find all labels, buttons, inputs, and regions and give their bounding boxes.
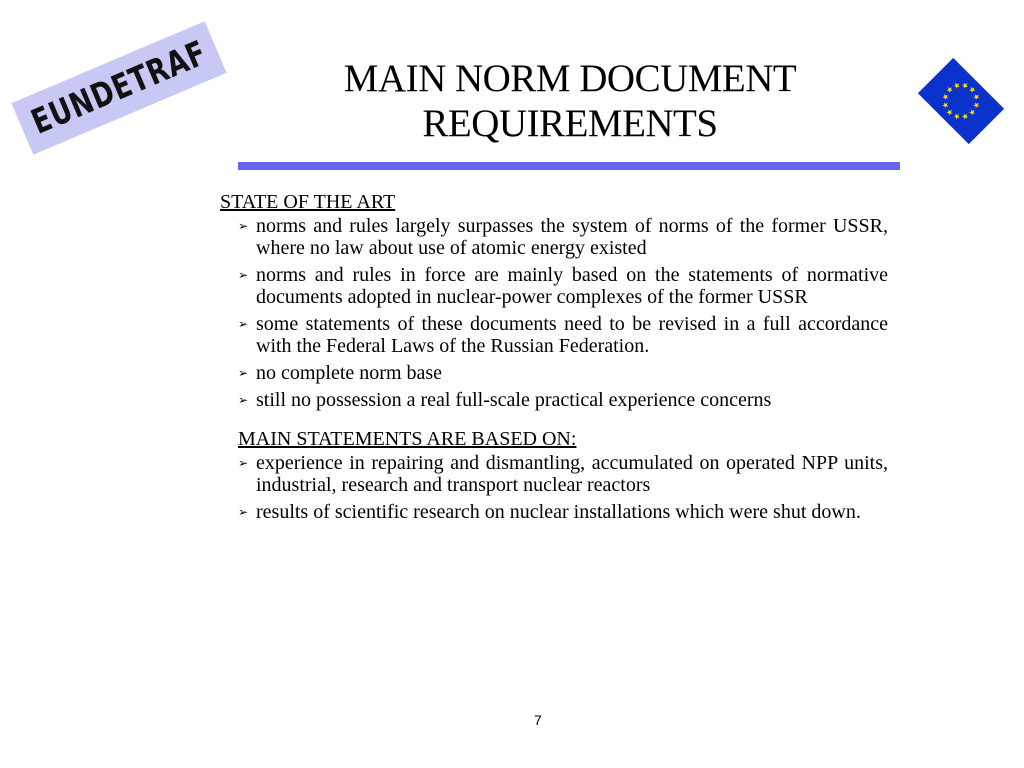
page-number: 7 (534, 712, 542, 728)
title-line-2: REQUIREMENTS (422, 102, 718, 145)
arrow-bullet-icon: ➢ (238, 317, 249, 331)
arrow-bullet-icon: ➢ (238, 366, 249, 380)
arrow-bullet-icon: ➢ (238, 393, 249, 407)
bullet-text: still no possession a real full-scale practical experience concerns (256, 389, 772, 411)
list-item (238, 452, 888, 496)
section-heading-main-statements: MAIN STATEMENTS ARE BASED ON: (238, 428, 577, 450)
bullet-text: norms and rules largely surpasses the system of norms of the former USSR, where no law about use of atomic energy existed (256, 215, 888, 259)
slide-title (300, 56, 840, 146)
bullet-text: results of scientific research on nuclear installations which were shut down. (256, 501, 861, 523)
bullet-text: experience in repairing and dismantling, accumulated on operated NPP units, industrial, research and transport nuclear reactors (256, 452, 888, 496)
title-divider (238, 162, 900, 170)
bullet-list-main-statements (220, 452, 888, 523)
bullet-text: no complete norm base (256, 362, 443, 384)
arrow-bullet-icon: ➢ (238, 505, 249, 519)
list-item (238, 313, 888, 357)
arrow-bullet-icon: ➢ (238, 456, 249, 470)
section-heading-state-of-the-art: STATE OF THE ART (220, 191, 396, 213)
bullet-text: some statements of these documents need to be revised in a full accordance with the Federal Laws of the Russian Federation. (256, 313, 888, 357)
eundetraf-logo (11, 21, 226, 155)
arrow-bullet-icon: ➢ (238, 268, 249, 282)
arrow-bullet-icon: ➢ (238, 219, 249, 233)
slide-content (220, 191, 888, 528)
logo-text: EUNDETRAF (25, 33, 213, 143)
bullet-list-state-of-the-art (220, 215, 888, 411)
eu-flag-icon (914, 54, 1008, 148)
title-line-1: MAIN NORM DOCUMENT (343, 57, 797, 100)
bullet-text: norms and rules in force are mainly based on the statements of normative documents adopted in nuclear-power complexes of the former USSR (256, 264, 888, 308)
list-item (238, 362, 888, 384)
list-item (238, 264, 888, 308)
list-item (238, 501, 888, 523)
list-item (238, 215, 888, 259)
list-item (238, 389, 888, 411)
